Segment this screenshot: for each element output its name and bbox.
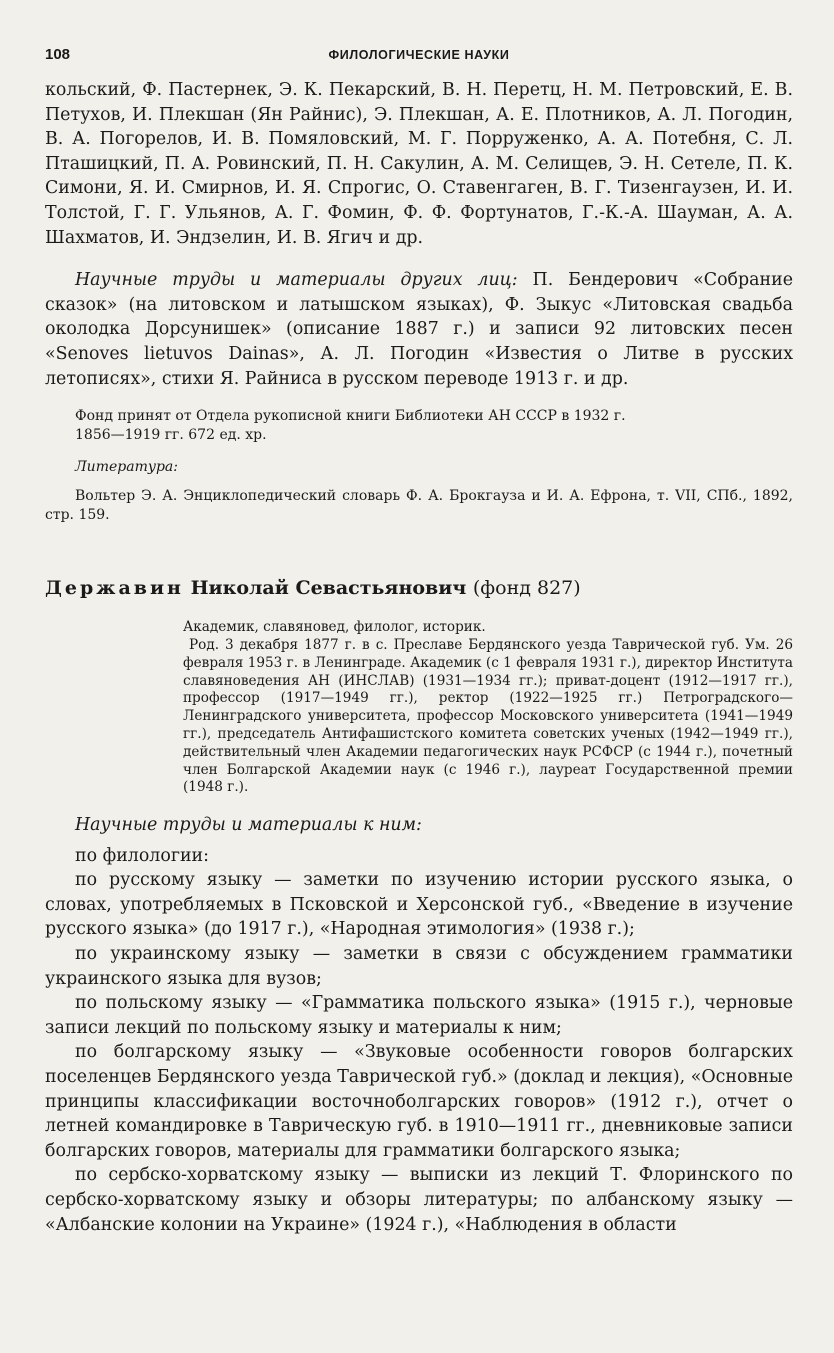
literature-text: Вольтер Э. А. Энциклопедический словарь Ф. А. Брокгауза и И. А. Ефрона, т. VII, СПб., 1892, стр. 159.	[45, 488, 793, 524]
works-paragraph: по болгарскому языку — «Звуковые особенности говоров болгарских поселенцев Бердянского уезда Таврической губ.» (доклад и лекция), «Основные принципы классификации восточноболгарских говоров» (1912 г.), отчет о летней командировке в Таврическую губ. в 1910—1911 гг., дневниковые записи болгарских говоров, материалы для грамматики болгарского языка;	[45, 1042, 793, 1161]
running-title: ФИЛОЛОГИЧЕСКИЕ НАУКИ	[328, 48, 510, 62]
bio-line: Академик, славяновед, филолог, историк.	[183, 619, 486, 636]
others-heading: Научные труды и материалы других лиц:	[75, 270, 518, 291]
others-paragraph	[45, 268, 793, 391]
running-header	[45, 46, 793, 68]
fond-line-1: Фонд принят от Отдела рукописной книги Библиотеки АН СССР в 1932 г.	[75, 408, 626, 425]
entry-given-names: Николай Севастьянович	[190, 577, 467, 600]
philology-label: по филологии:	[75, 845, 209, 866]
works-heading: Научные труды и материалы к ним:	[75, 815, 422, 836]
fond-info	[45, 407, 793, 445]
works-paragraph: по украинскому языку — заметки в связи с обсуждением грамматики украинского языка для вузов;	[45, 944, 793, 989]
bio-text: Род. 3 декабря 1877 г. в с. Преславе Бердянского уезда Таврической губ. Ум. 26 февраля 1953 г. в Ленинграде. Академик (с 1 февраля 1931 г.), директор Института славяноведения АН (ИНСЛАВ) (1931—1934 гг.); приват-доцент (1912—1917 гг.), профессор (1917—1949 гг.), ректор (1922—1925 гг.) Петроградского—Ленинградского университета, профессор Московского университета (1941—1949 гг.), председатель Антифашистского комитета советских ученых (1942—1949 гг.), действительный член Академии педагогических наук РСФСР (с 1944 г.), почетный член Болгарской Академии наук (с 1946 г.), лауреат Государственной премии (1948 г.).	[183, 636, 793, 796]
biography	[183, 619, 793, 797]
literature-heading: Литература:	[75, 459, 178, 476]
names-paragraph: кольский, Ф. Пастернек, Э. К. Пекарский, В. Н. Перетц, Н. М. Петровский, Е. В. Петухов, И. Плекшан (Ян Райнис), Э. Плекшан, А. Е. Плотников, А. Л. Погодин, В. А. Погорелов, И. В. Помяловский, М. Г. Пopруженко, А. А. Потебня, С. Л. Пташицкий, П. А. Ровинский, П. Н. Сакулин, А. М. Селищев, Э. Н. Сетеле, П. К. Симони, Я. И. Смирнов, И. Я. Спрогис, О. Ставенгаген, В. Г. Тизенгаузен, И. И. Толстой, Г. Г. Ульянов, А. Г. Фомин, Ф. Ф. Фортунатов, Г.-К.-А. Шауман, А. А. Шахматов, И. Эндзелин, И. В. Ягич и др.	[45, 80, 793, 248]
page-number: 108	[45, 46, 71, 63]
fond-line-2: 1856—1919 гг. 672 ед. хр.	[75, 427, 267, 444]
works-paragraph: по польскому языку — «Грамматика польского языка» (1915 г.), черновые записи лекций по польскому языку и материалы к ним;	[45, 993, 793, 1038]
works-paragraph: по русскому языку — заметки по изучению истории русского языка, о словах, употребляемых в Псковской и Херсонской губ., «Введение в изучение русского языка» (до 1917 г.), «Народная этимология» (1938 г.);	[45, 870, 793, 940]
works-paragraph: по сербско-хорватскому языку — выписки из лекций Т. Флоринского по сербско-хорватскому языку и обзоры литературы; по албанскому языку — «Албанские колонии на Украине» (1924 г.), «Наблюдения в области	[45, 1165, 793, 1235]
others-text: П. Бендерович «Собрание сказок» (на литовском и латышском языках), Ф. Зыкус «Литовская свадьба околодка Дорсунишек» (описание 1887 г.) и записи 92 литовских песен «Senoves lietuvos Dainas», А. Л. Погодин «Известия о Литве в русских летописях», стихи Я. Райниса в русском переводе 1913 г. и др.	[45, 270, 793, 389]
entry-heading	[45, 575, 793, 601]
document-page	[45, 46, 793, 1237]
entry-fond: (фонд 827)	[472, 577, 581, 600]
entry-surname: Державин	[45, 577, 184, 600]
